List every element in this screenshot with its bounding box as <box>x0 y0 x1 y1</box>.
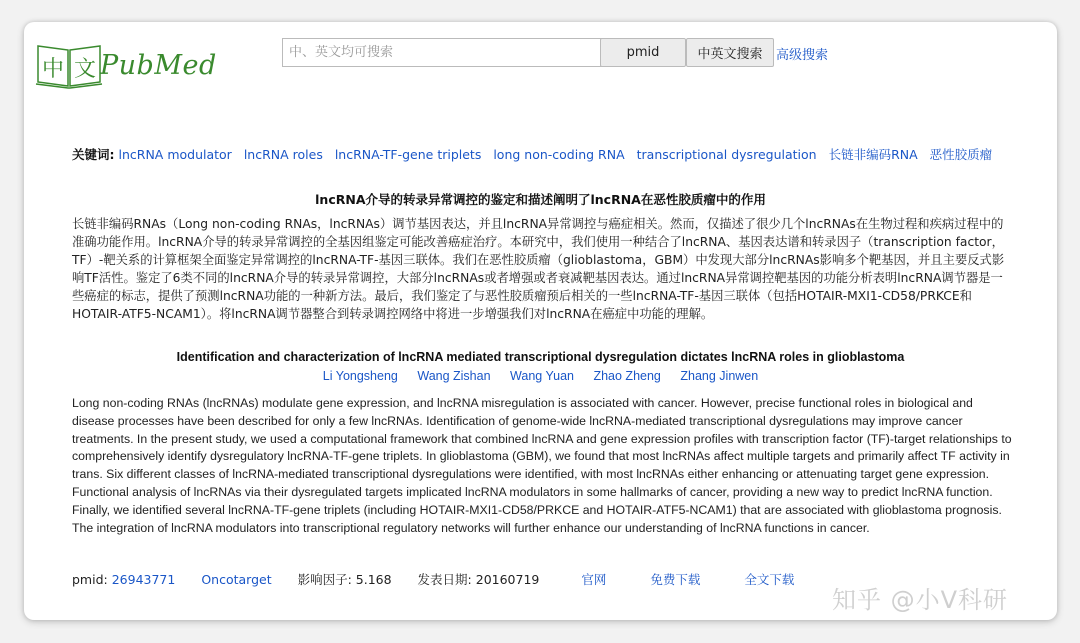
journal-link[interactable]: Oncotarget <box>201 572 272 587</box>
book-logo-icon <box>34 40 104 90</box>
zhihu-watermark: 知乎 @小V科研 <box>832 586 1009 614</box>
english-abstract: Long non-coding RNAs (lncRNAs) modulate gene expression, and lncRNA misregulation is associated with cancer. However, precise functional roles in biological and disease processes have been described for only a few lncRNAs. Identification of genome-wide lncRNA-mediated transcriptional dysregulations may improve cancer treatments. In the present study, we used a computational framework that combined lncRNA and gene expression profiles with transcription factor (TF)-target relationships to comprehensively identify dysregulatory lncRNA-TF-gene triplets. In glioblastoma (GBM), we found that most lncRNAs affect multiple targets and primarily affect TF activity in trans. Six different classes of lncRNA-mediated transcriptional dysregulations were identified, with most lncRNAs either enhancing or attenuating target gene expression. Functional analysis of lncRNAs via their dysregulated targets implicated lncRNA modulators in some hallmarks of cancer, providing a new way to predict lncRNA function. Finally, we identified several lncRNA-TF-gene triplets (including HOTAIR-MXI1-CD58/PRKCE and HOTAIR-ATF5-NCAM1) that are associated with glioblastoma prognosis. The integration of lncRNA modulators into transcriptional regulatory networks will further enhance our understanding of lncRNA functions in cancer. <box>72 396 1012 535</box>
search-input[interactable] <box>282 38 602 67</box>
keyword-link[interactable]: lncRNA roles <box>243 147 323 162</box>
keyword-link[interactable]: lncRNA-TF-gene triplets <box>334 147 482 162</box>
cn-en-search-button[interactable]: 中英文搜索 <box>686 38 774 67</box>
author-link[interactable]: Wang Zishan <box>417 369 491 383</box>
advanced-search-link[interactable]: 高级搜索 <box>776 48 829 63</box>
pmid-link[interactable]: 26943771 <box>111 572 176 587</box>
logo-text: PubMed <box>100 50 217 81</box>
chinese-abstract: 长链非编码RNAs（Long non-coding RNAs，lncRNAs）调节基因表达，并且lncRNA异常调控与癌症相关。然而，仅描述了很少几个lncRNAs在生物过程和疾病过程中的准确功能作用。lncRNA介导的转录异常调控的全基因组鉴定可能改善癌症治疗。本研究中，我们使用一种结合了lncRNA、基因表达谱和转录因子（transcription factor，TF）-靶关系的计算框架全面鉴定异常调控的lncRNA-TF-基因三联体。我们在恶性胶质瘤（glioblastoma，GBM）中发现大部分lncRNAs影响多个靶基因，并且主要反式影响TF活性。鉴定了6类不同的lncRNA介导的转录异常调控，大部分lncRNAs或者增强或者衰减靶基因表达。通过lncRNA异常调控靶基因的功能分析表明lncRNA调节器是一些癌症的标志，提供了预测lncRNA功能的一种新方法。最后，我们鉴定了与恶性胶质瘤预后相关的一些lncRNA-TF-基因三联体（包括HOTAIR-MXI1-CD58/PRKCE和HOTAIR-ATF5-NCAM1）。将lncRNA调节器整合到转录调控网络中将进一步增强我们对lncRNA在癌症中功能的理解。 <box>72 217 1005 321</box>
keyword-link[interactable]: transcriptional dysregulation <box>636 147 817 162</box>
pmid-search-button[interactable]: pmid <box>600 38 686 67</box>
keyword-link[interactable]: 恶性胶质瘤 <box>929 147 993 162</box>
result-card <box>24 22 1057 620</box>
keyword-link[interactable]: lncRNA modulator <box>118 147 232 162</box>
keywords-label: 关键词: <box>72 147 115 162</box>
author-link[interactable]: Wang Yuan <box>510 369 574 383</box>
author-link[interactable]: Zhang Jinwen <box>680 369 759 383</box>
official-site-link[interactable]: 官网 <box>581 572 607 587</box>
keyword-link[interactable]: 长链非编码RNA <box>828 147 918 162</box>
impact-factor-label: 影响因子: <box>297 572 352 587</box>
keyword-link[interactable]: long non-coding RNA <box>493 147 625 162</box>
publish-date-label: 发表日期: <box>417 572 472 587</box>
publish-date-value: 20160719 <box>475 572 540 587</box>
keywords-row <box>72 145 1000 163</box>
impact-factor-value: 5.168 <box>355 572 392 587</box>
full-text-download-link[interactable]: 全文下载 <box>744 572 795 587</box>
logo-char-1: 中 <box>42 57 65 82</box>
logo-char-2: 文 <box>74 57 97 82</box>
chinese-title: lncRNA介导的转录异常调控的鉴定和描述阐明了lncRNA在恶性胶质瘤中的作用 <box>315 192 766 207</box>
english-title: Identification and characterization of lncRNA mediated transcriptional dysregulation dictates lncRNA roles in glioblastoma <box>176 350 905 364</box>
authors-row <box>24 369 1057 383</box>
author-link[interactable]: Li Yongsheng <box>322 369 398 383</box>
author-link[interactable]: Zhao Zheng <box>593 369 661 383</box>
zhongwen-pubmed-logo[interactable] <box>34 40 217 92</box>
meta-row <box>72 570 794 588</box>
free-download-link[interactable]: 免费下载 <box>650 572 701 587</box>
pmid-label: pmid: <box>72 572 108 587</box>
